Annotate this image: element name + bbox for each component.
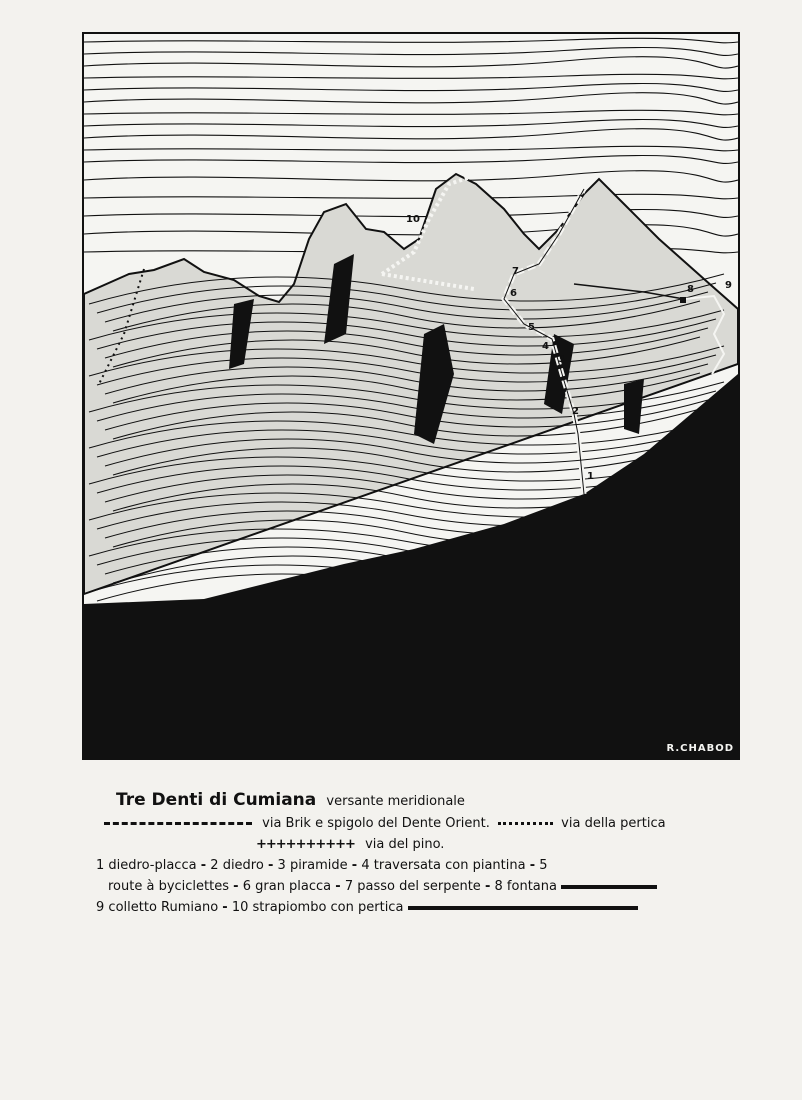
legend-points-line-1: 1 diedro-placca - 2 diedro - 3 piramide - 4 traversata con piantina - 5 [96, 858, 548, 873]
point-3-number: 3 [277, 858, 286, 873]
fontana-line-symbol [561, 885, 657, 889]
route-pertica-label: via della pertica [561, 816, 666, 831]
pertica-line-symbol [408, 906, 638, 910]
route-point-label-8: 8 [687, 284, 694, 295]
point-6-number: 6 [242, 879, 251, 894]
legend-subtitle: versante meridionale [326, 794, 465, 809]
route-point-label-7: 7 [512, 266, 519, 277]
legend-points-line-2: route à byciclettes - 6 gran placca - 7 passo del serpente - 8 fontana [108, 879, 657, 894]
dashed-route-symbol [104, 822, 252, 825]
route-pino-label: via del pino. [365, 837, 445, 852]
route-point-label-10: 10 [406, 214, 420, 225]
point-4-number: 4 [361, 858, 370, 873]
point-10-number: 10 [231, 900, 249, 915]
point-2-number: 2 [210, 858, 219, 873]
route-point-label-5: 5 [528, 322, 535, 333]
plus-route-symbol: ++++++++++ [256, 837, 355, 852]
engraving-drawing [84, 34, 738, 758]
route-point-label-2: 2 [572, 406, 579, 417]
route-point-label-4: 4 [542, 341, 549, 352]
point-7-label: passo del serpente [357, 879, 481, 894]
legend-points-line-3: 9 colletto Rumiano - 10 strapiombo con pertica [96, 900, 638, 915]
route-brik-label: via Brik e spigolo del Dente Orient. [262, 816, 490, 831]
legend-title: Tre Denti di Cumiana [116, 790, 317, 810]
point-5-number: 5 [539, 858, 548, 873]
legend-title-line [116, 790, 465, 810]
mountain-illustration [82, 32, 740, 760]
route-point-label-1: 1 [587, 471, 594, 482]
point-1-number: 1 [96, 858, 105, 873]
point-8-label: fontana [506, 879, 557, 894]
point-6-label: gran placca [255, 879, 332, 894]
dotted-route-symbol [498, 822, 553, 825]
point-7-number: 7 [344, 879, 354, 894]
point-5-label: route à byciclettes [108, 879, 230, 894]
point-9-label: colletto Rumiano [108, 900, 219, 915]
fontana-marker [680, 297, 686, 303]
route-point-label-9: 9 [725, 280, 732, 291]
point-8-number: 8 [494, 879, 503, 894]
point-3-label: piramide [289, 858, 348, 873]
point-2-label: diedro [222, 858, 264, 873]
artist-signature: R.CHABOD [666, 743, 734, 754]
legend-routes-line [104, 816, 666, 831]
legend-pino-line [256, 837, 444, 852]
route-point-label-6: 6 [510, 288, 517, 299]
point-10-label: strapiombo con pertica [252, 900, 404, 915]
point-9-number: 9 [96, 900, 105, 915]
point-1-label: diedro-placca [108, 858, 197, 873]
point-4-label: traversata con piantina [373, 858, 526, 873]
route-point-label-3: 3 [558, 354, 565, 365]
